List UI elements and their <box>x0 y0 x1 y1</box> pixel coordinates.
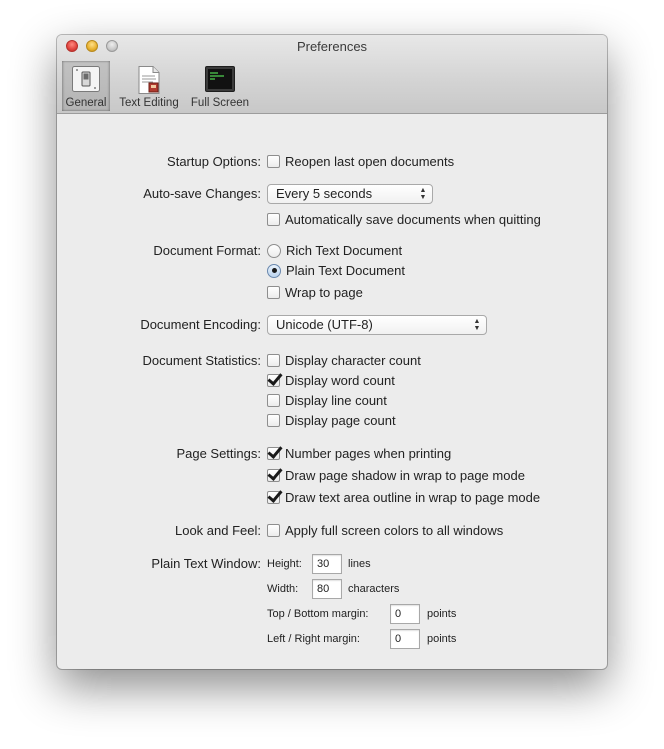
line-count-checkbox[interactable] <box>267 394 280 407</box>
full-screen-colors-label: Apply full screen colors to all windows <box>285 523 504 538</box>
reopen-checkbox[interactable] <box>267 155 280 168</box>
width-field[interactable]: 80 <box>312 579 342 599</box>
toolbar-item-full-screen[interactable] <box>188 61 252 111</box>
reopen-label: Reopen last open documents <box>285 154 455 169</box>
autosave-popup[interactable] <box>267 184 433 204</box>
autosave-quit-label: Automatically save documents when quitting <box>285 212 541 227</box>
number-pages-option[interactable] <box>267 446 451 461</box>
char-count-option[interactable] <box>267 353 421 368</box>
encoding-popup[interactable] <box>267 315 487 335</box>
toolbar-label-full-screen: Full Screen <box>190 97 250 109</box>
line-count-option[interactable] <box>267 393 387 408</box>
popup-arrows-icon: ▲ ▼ <box>419 187 427 201</box>
word-count-checkbox[interactable] <box>267 374 280 387</box>
wrap-to-page-label: Wrap to page <box>285 285 363 300</box>
toolbar-item-general[interactable] <box>62 61 110 111</box>
number-pages-label: Number pages when printing <box>285 446 452 461</box>
width-label: Width: <box>267 583 299 595</box>
encoding-popup-value: Unicode (UTF-8) <box>276 317 373 332</box>
autosave-label: Auto-save Changes: <box>143 186 261 201</box>
text-outline-checkbox[interactable] <box>267 491 280 504</box>
full-screen-colors-checkbox[interactable] <box>267 524 280 537</box>
document-statistics-label: Document Statistics: <box>142 353 261 368</box>
page-shadow-option[interactable] <box>267 468 525 483</box>
page-shadow-checkbox[interactable] <box>267 469 280 482</box>
plain-text-window-label: Plain Text Window: <box>151 556 261 571</box>
switch-icon <box>71 65 101 93</box>
word-count-label: Display word count <box>285 373 395 388</box>
number-pages-checkbox[interactable] <box>267 447 280 460</box>
page-shadow-label: Draw page shadow in wrap to page mode <box>285 468 525 483</box>
popup-arrows-icon: ▲ ▼ <box>473 318 481 332</box>
plain-text-option[interactable] <box>267 263 405 278</box>
line-count-label: Display line count <box>285 393 387 408</box>
terminal-screen-icon <box>204 65 236 93</box>
plain-text-label: Plain Text Document <box>286 263 405 278</box>
document-icon <box>136 65 162 95</box>
toolbar-label-general: General <box>65 97 107 109</box>
document-encoding-label: Document Encoding: <box>140 317 261 332</box>
page-count-label: Display page count <box>285 413 396 428</box>
text-outline-option[interactable] <box>267 490 540 505</box>
toolbar-label-text-editing: Text Editing <box>119 97 179 109</box>
rich-text-radio[interactable] <box>267 244 281 258</box>
wrap-to-page-option[interactable] <box>267 285 363 300</box>
height-label: Height: <box>267 558 302 570</box>
top-bottom-margin-label: Top / Bottom margin: <box>267 608 369 620</box>
autosave-quit-checkbox[interactable] <box>267 213 280 226</box>
left-right-margin-field[interactable]: 0 <box>390 629 420 649</box>
general-pane <box>57 114 607 669</box>
autosave-quit-option[interactable] <box>267 212 541 227</box>
full-screen-colors-option[interactable] <box>267 523 503 538</box>
plain-text-radio[interactable] <box>267 264 281 278</box>
window-title: Preferences <box>296 39 368 54</box>
top-bottom-margin-field[interactable]: 0 <box>390 604 420 624</box>
width-unit: characters <box>348 583 400 595</box>
char-count-checkbox[interactable] <box>267 354 280 367</box>
autosave-popup-value: Every 5 seconds <box>276 186 373 201</box>
text-outline-label: Draw text area outline in wrap to page mode <box>285 490 541 505</box>
rich-text-label: Rich Text Document <box>286 243 403 258</box>
reopen-option[interactable] <box>267 154 454 169</box>
document-format-label: Document Format: <box>153 243 261 258</box>
height-field[interactable]: 30 <box>312 554 342 574</box>
page-count-option[interactable] <box>267 413 396 428</box>
wrap-to-page-checkbox[interactable] <box>267 286 280 299</box>
page-count-checkbox[interactable] <box>267 414 280 427</box>
word-count-option[interactable] <box>267 373 395 388</box>
startup-options-label: Startup Options: <box>167 154 261 169</box>
rich-text-option[interactable] <box>267 243 402 258</box>
left-right-margin-unit: points <box>427 633 457 645</box>
page-settings-label: Page Settings: <box>176 446 261 461</box>
preferences-window <box>57 35 607 669</box>
char-count-label: Display character count <box>285 353 421 368</box>
look-and-feel-label: Look and Feel: <box>174 523 261 538</box>
left-right-margin-label: Left / Right margin: <box>267 633 360 645</box>
toolbar-item-text-editing[interactable] <box>116 61 182 111</box>
height-unit: lines <box>348 558 371 570</box>
top-bottom-margin-unit: points <box>427 608 457 620</box>
toolbar <box>57 35 607 114</box>
